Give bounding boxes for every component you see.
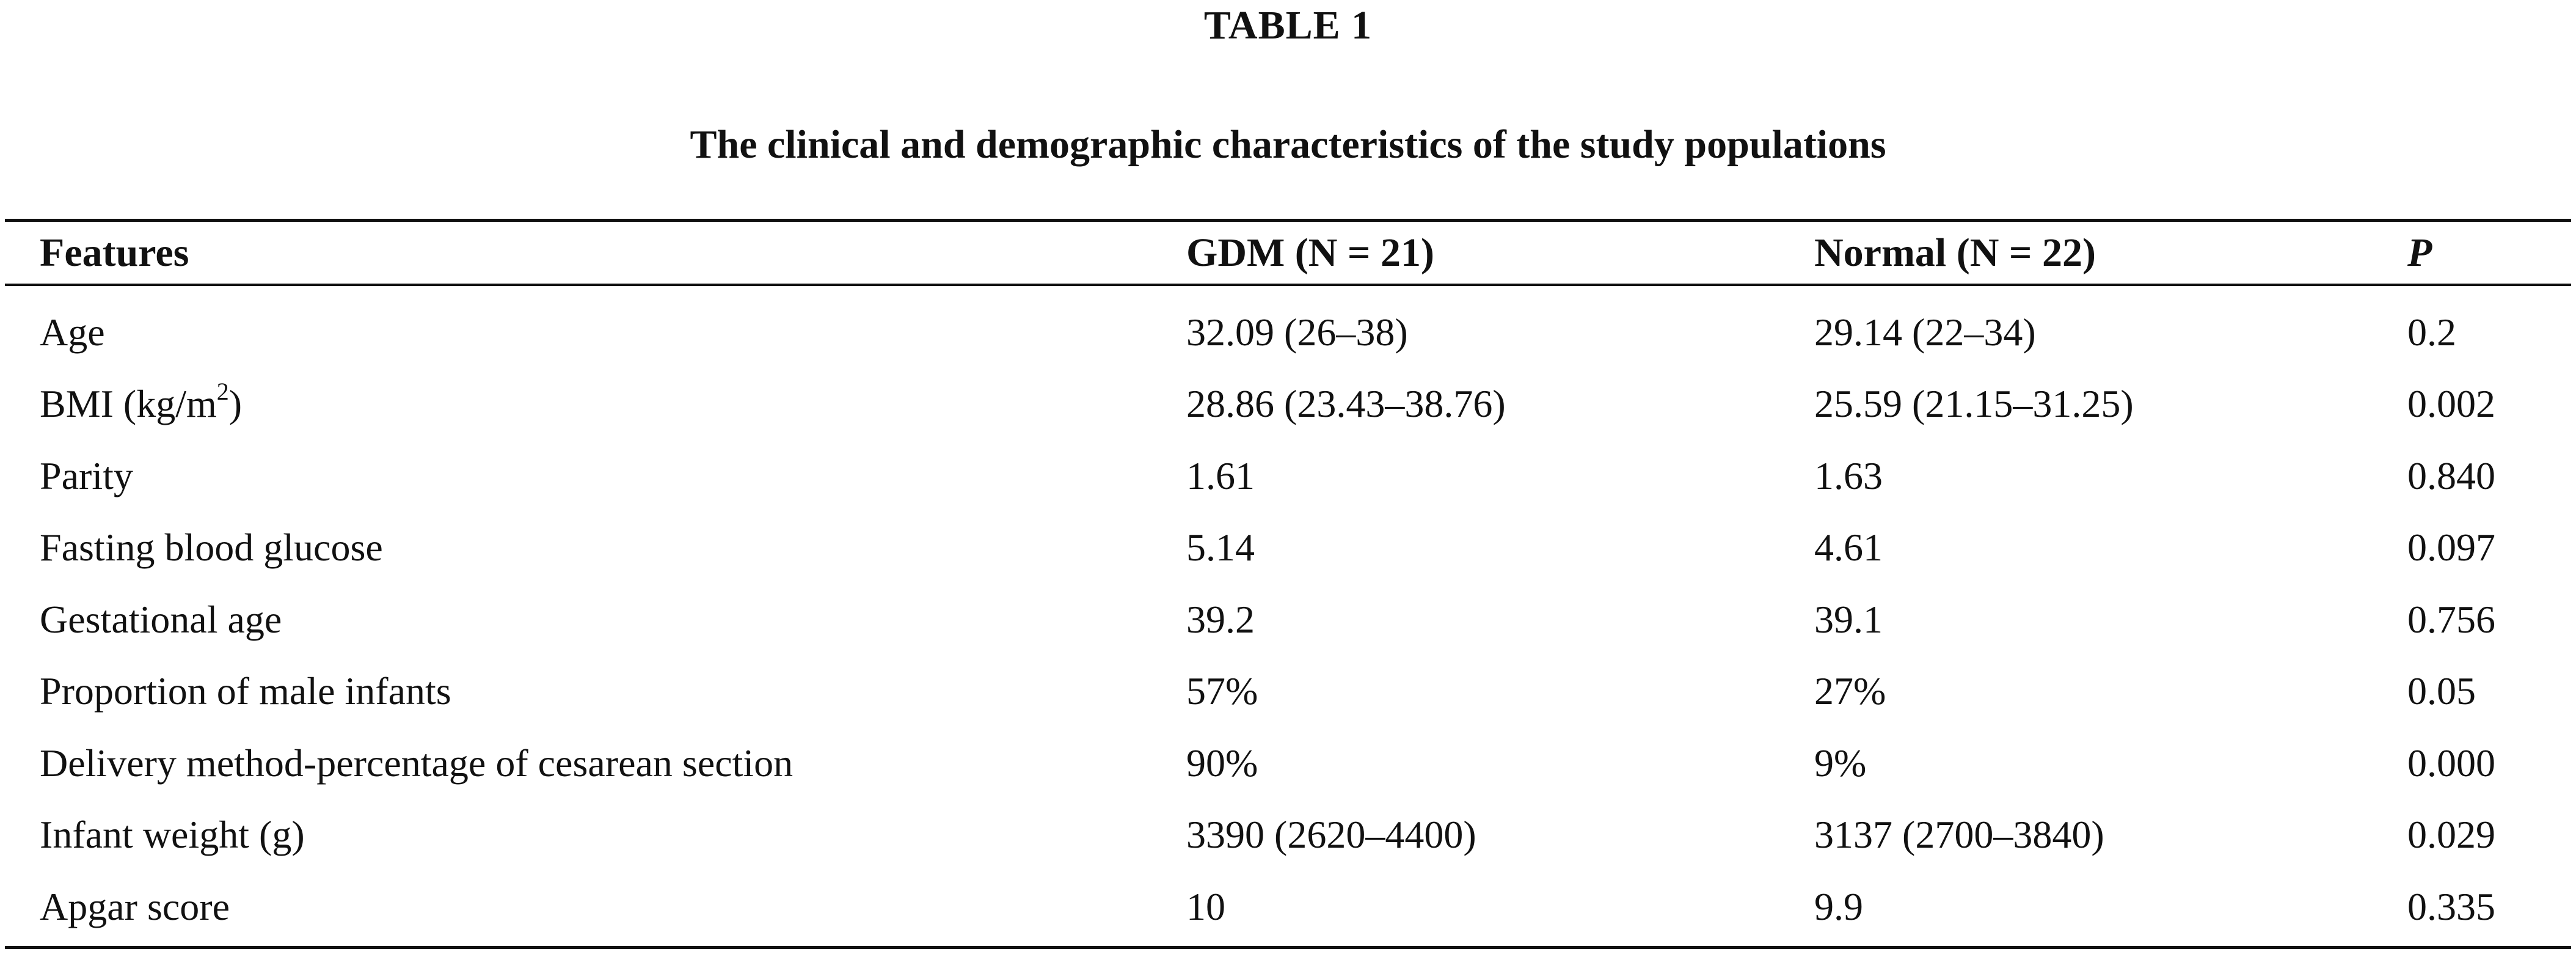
cell-normal: 9.9 xyxy=(1814,884,1863,928)
cell-normal: 29.14 (22–34) xyxy=(1814,310,2036,354)
cell-gdm: 90% xyxy=(1186,741,1258,785)
cell-feature: Apgar score xyxy=(40,884,230,928)
feature-suffix: ) xyxy=(228,382,243,426)
header-features: Features xyxy=(40,230,189,275)
table-bottom-rule xyxy=(5,946,2571,949)
cell-gdm: 3390 (2620–4400) xyxy=(1186,813,1476,857)
header-normal: Normal (N = 22) xyxy=(1814,230,2096,275)
table-row xyxy=(5,871,2571,943)
table-row xyxy=(5,656,2571,728)
table-header-row xyxy=(5,222,2571,284)
cell-p-value: 0.097 xyxy=(2407,526,2495,570)
cell-p-value: 0.000 xyxy=(2407,741,2495,785)
cell-normal: 39.1 xyxy=(1814,597,1883,641)
cell-normal: 9% xyxy=(1814,741,1867,785)
cell-normal: 27% xyxy=(1814,669,1886,713)
table-row xyxy=(5,584,2571,656)
cell-gdm: 39.2 xyxy=(1186,597,1255,641)
cell-normal: 3137 (2700–3840) xyxy=(1814,813,2104,857)
cell-gdm: 5.14 xyxy=(1186,526,1255,570)
cell-normal: 25.59 (21.15–31.25) xyxy=(1814,382,2134,426)
cell-feature: Proportion of male infants xyxy=(40,669,451,713)
cell-feature: Parity xyxy=(40,453,133,497)
cell-gdm: 28.86 (23.43–38.76) xyxy=(1186,382,1506,426)
header-gdm: GDM (N = 21) xyxy=(1186,230,1435,275)
cell-normal: 4.61 xyxy=(1814,526,1883,570)
table-row xyxy=(5,727,2571,799)
characteristics-table xyxy=(5,222,2571,943)
table-row xyxy=(5,799,2571,871)
table-row xyxy=(5,296,2571,369)
cell-feature xyxy=(5,369,1151,441)
table-row xyxy=(5,369,2571,441)
table-label: TABLE 1 xyxy=(1203,3,1373,48)
cell-p-value: 0.2 xyxy=(2407,310,2456,354)
cell-normal: 1.63 xyxy=(1814,453,1883,497)
cell-feature: Fasting blood glucose xyxy=(40,526,383,570)
cell-gdm: 1.61 xyxy=(1186,453,1255,497)
cell-gdm: 10 xyxy=(1186,884,1225,928)
table-title: The clinical and demographic characteristics of the study populations xyxy=(690,122,1886,167)
cell-p-value: 0.335 xyxy=(2407,884,2495,928)
cell-p-value: 0.029 xyxy=(2407,813,2495,857)
cell-p-value: 0.002 xyxy=(2407,382,2495,426)
cell-feature: Delivery method-percentage of cesarean section xyxy=(40,741,794,785)
cell-feature: Infant weight (g) xyxy=(40,813,305,857)
header-p-value: P xyxy=(2407,230,2432,275)
table-spacer xyxy=(5,284,2571,296)
cell-feature: Gestational age xyxy=(40,597,282,641)
cell-p-value: 0.05 xyxy=(2407,669,2476,713)
cell-p-value: 0.840 xyxy=(2407,453,2495,497)
table-row xyxy=(5,440,2571,512)
cell-feature: Age xyxy=(40,310,105,354)
cell-gdm: 32.09 (26–38) xyxy=(1186,310,1408,354)
feature-superscript: 2 xyxy=(216,377,229,405)
table-row xyxy=(5,512,2571,584)
feature-text: BMI (kg/m xyxy=(40,382,217,426)
cell-p-value: 0.756 xyxy=(2407,597,2495,641)
cell-gdm: 57% xyxy=(1186,669,1258,713)
